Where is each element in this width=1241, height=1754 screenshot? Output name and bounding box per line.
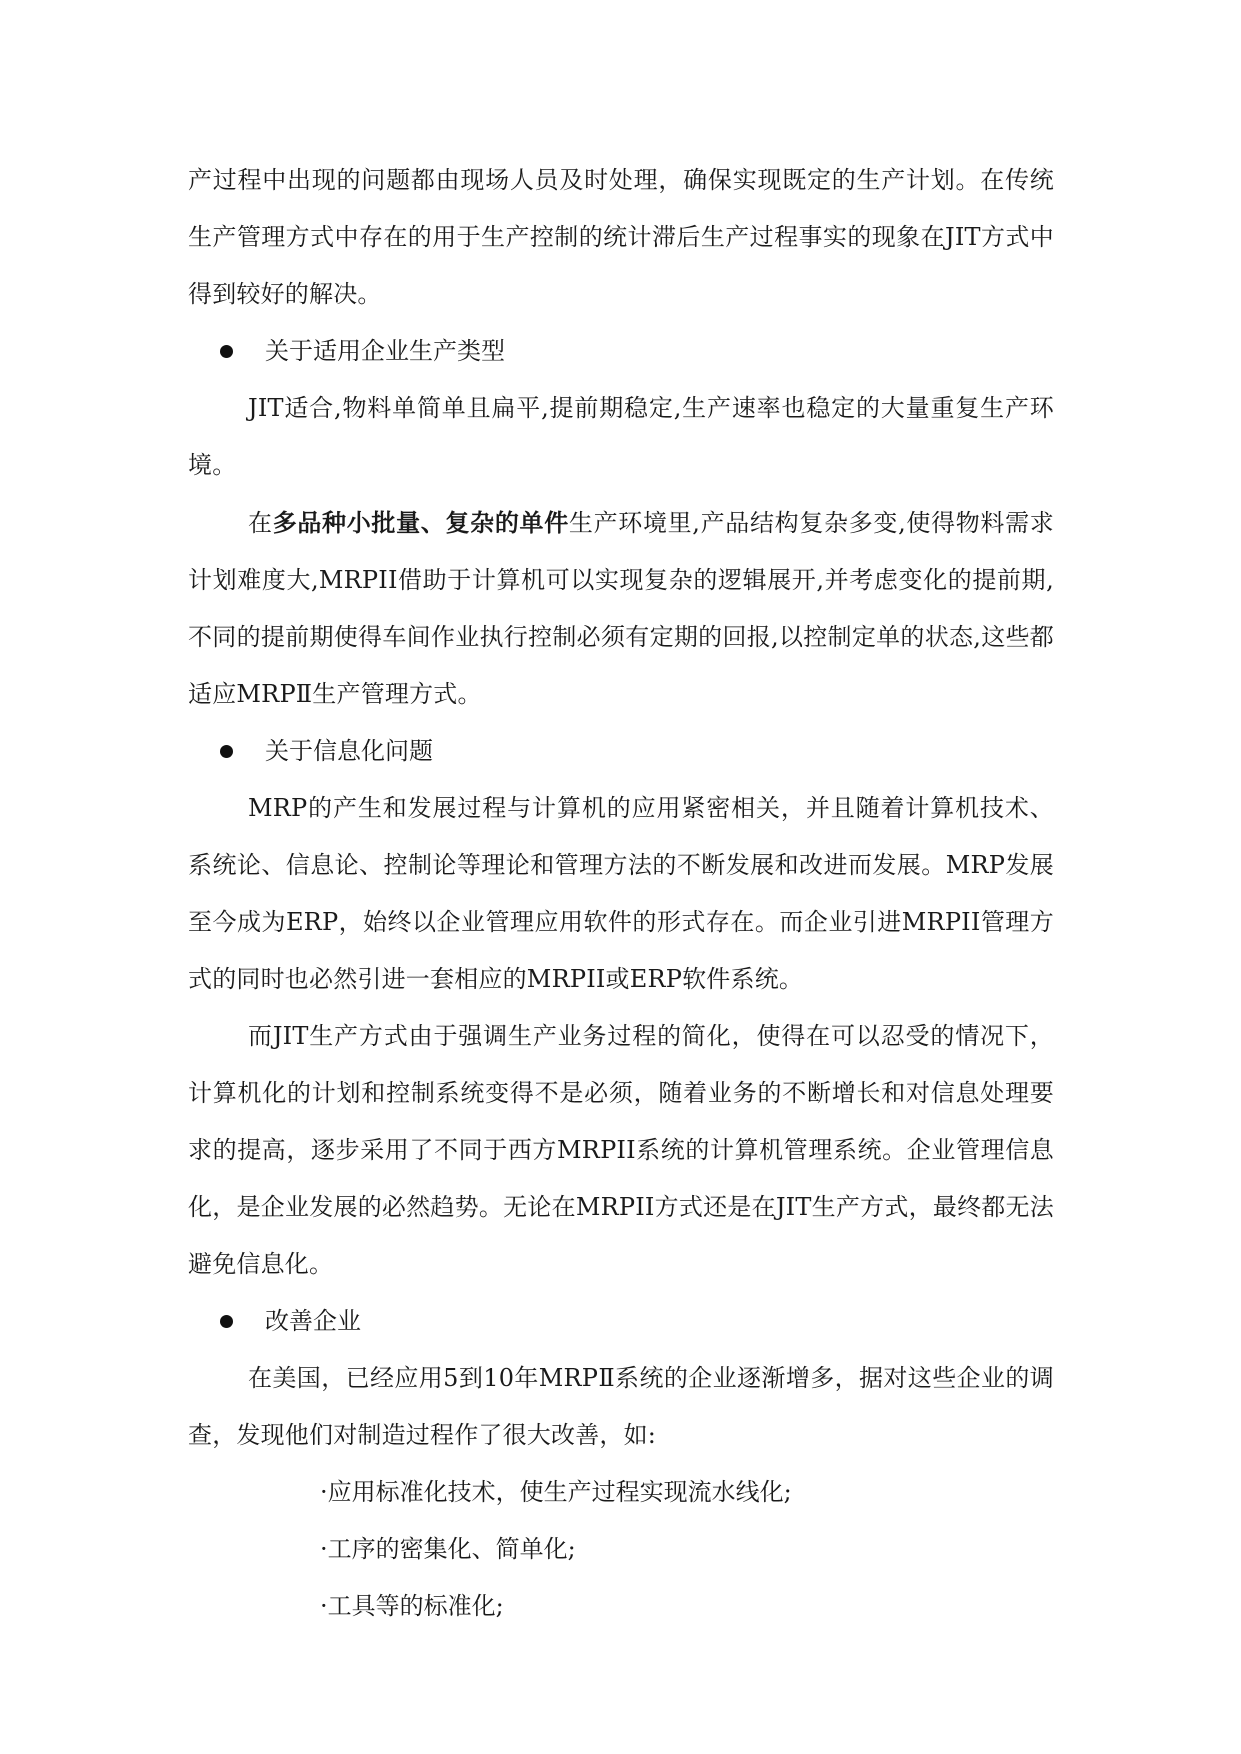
bullet-label: 改善企业 — [265, 1307, 361, 1335]
paragraph-mrp-computers: MRP的产生和发展过程与计算机的应用紧密相关，并且随着计算机技术、系统论、信息论、控制论等理论和管理方法的不断发展和改进而发展。MRP发展至今成为ERP，始终以企业管理应用软件的形式存在。而企业引进MRPII管理方式的同时也必然引进一套相应的MRPII或ERP软件系统。 — [188, 794, 1054, 993]
text-fragment: 生产环境里,产品结构复杂多变,使得物料需求计划难度大,MRPII借助于计算机可以实现复杂的逻辑展开,并考虑变化的提前期,不同的提前期使得车间作业执行控制必须有定期的回报,以控制定单的状态,这些都适应MRPⅡ生产管理方式。 — [188, 509, 1054, 708]
document-body — [188, 152, 1054, 1635]
list-item: ·工序的密集化、简单化; — [320, 1535, 576, 1563]
paragraph-jit-intro: 产过程中出现的问题都由现场人员及时处理，确保实现既定的生产计划。在传统生产管理方式中存在的用于生产控制的统计滞后生产过程事实的现象在JIT方式中得到较好的解决。 — [188, 166, 1054, 308]
list-item: ·应用标准化技术，使生产过程实现流水线化; — [320, 1478, 792, 1506]
paragraph-us-survey: 在美国，已经应用5到10年MRPⅡ系统的企业逐渐增多，据对这些企业的调查，发现他们对制造过程作了很大改善，如: — [188, 1364, 1054, 1449]
paragraph-jit-suitable: JIT适合,物料单简单且扁平,提前期稳定,生产速率也稳定的大量重复生产环境。 — [188, 394, 1054, 479]
bullet-production-type — [188, 323, 1054, 380]
bullet-dot-icon — [220, 745, 233, 758]
bold-emphasis: 多品种小批量、复杂的单件 — [272, 508, 569, 537]
list-item: ·工具等的标准化; — [320, 1592, 504, 1620]
paragraph-jit-computers: 而JIT生产方式由于强调生产业务过程的简化，使得在可以忍受的情况下，计算机化的计划和控制系统变得不是必须，随着业务的不断增长和对信息处理要求的提高，逐步采用了不同于西方MRPII系统的计算机管理系统。企业管理信息化，是企业发展的必然趋势。无论在MRPII方式还是在JIT生产方式，最终都无法避免信息化。 — [188, 1022, 1054, 1278]
bullet-improve-enterprise — [188, 1293, 1054, 1350]
bullet-label: 关于适用企业生产类型 — [265, 337, 505, 365]
bullet-dot-icon — [220, 1315, 233, 1328]
bullet-dot-icon — [220, 345, 233, 358]
text-fragment: 在 — [248, 509, 273, 537]
paragraph-mrp-environment — [188, 494, 1054, 723]
bullet-informatization — [188, 723, 1054, 780]
bullet-label: 关于信息化问题 — [265, 737, 433, 765]
